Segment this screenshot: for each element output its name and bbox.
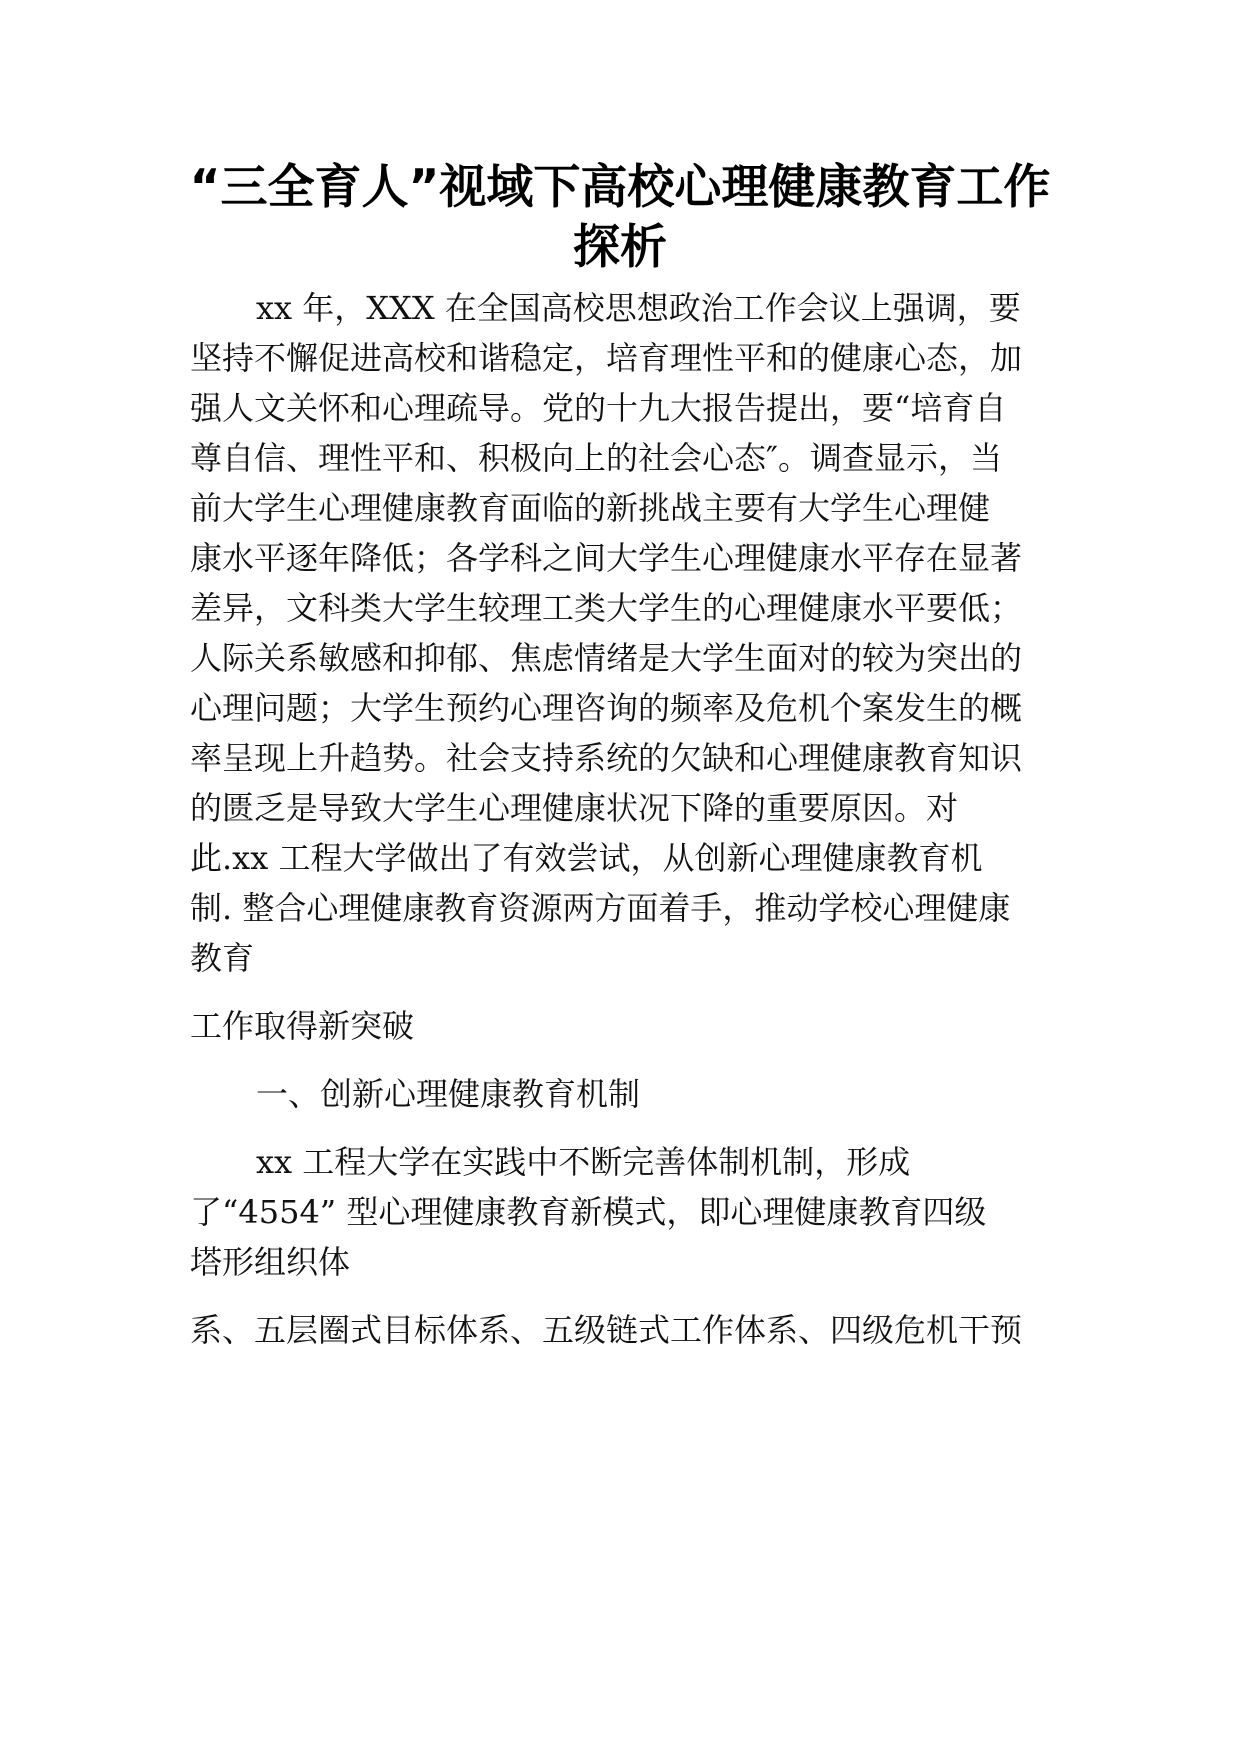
paragraph-line: 的匮乏是导致大学生心理健康状况下降的重要原因。对 <box>190 789 959 827</box>
paragraph-line: 心理问题；大学生预约心理咨询的频率及危机个案发生的概 <box>190 689 1023 727</box>
paragraph-line: 教育 <box>190 939 255 977</box>
paragraph-line: 人际关系敏感和抑郁、焦虑情绪是大学生面对的较为突出的 <box>190 639 1023 677</box>
paragraph-line: 了“4554” 型心理健康教育新模式，即心理健康教育四级 <box>190 1193 987 1231</box>
paragraph-line: 强人文关怀和心理疏导。党的十九大报告提出，要“培育自 <box>190 389 1007 427</box>
paragraph-line: 康水平逐年降低；各学科之间大学生心理健康水平存在显著 <box>190 539 1023 577</box>
paragraph-line: 率呈现上升趋势。社会支持系统的欠缺和心理健康教育知识 <box>190 739 1023 777</box>
paragraph-line: xx 年，XXX 在全国高校思想政治工作会议上强调，要 <box>256 289 1021 327</box>
paragraph-breakthrough: 工作取得新突破 <box>190 1007 415 1045</box>
paragraph-line: 前大学生心理健康教育面临的新挑战主要有大学生心理健 <box>190 489 991 527</box>
paragraph-line: 坚持不懈促进高校和谐稳定，培育理性平和的健康心态，加 <box>190 339 1023 377</box>
paragraph-line: 尊自信、理性平和、积极向上的社会心态″。调查显示，当 <box>190 439 1002 477</box>
paragraph-line: 制. 整合心理健康教育资源两方面着手，推动学校心理健康 <box>190 889 1011 927</box>
paragraph-systems: 系、五层圈式目标体系、五级链式工作体系、四级危机干预 <box>190 1311 1023 1349</box>
paragraph-line: 此.xx 工程大学做出了有效尝试，从创新心理健康教育机 <box>190 839 983 877</box>
document-title-line-2: 探析 <box>573 220 667 275</box>
paragraph-line: xx 工程大学在实践中不断完善体制机制，形成 <box>256 1143 911 1181</box>
section-heading: 一、创新心理健康教育机制 <box>256 1075 641 1113</box>
paragraph-line: 差异，文科类大学生较理工类大学生的心理健康水平要低； <box>190 589 1023 627</box>
paragraph-line: 塔形组织体 <box>190 1243 351 1281</box>
document-title-line-1: “三全育人”视域下高校心理健康教育工作 <box>189 160 1051 215</box>
